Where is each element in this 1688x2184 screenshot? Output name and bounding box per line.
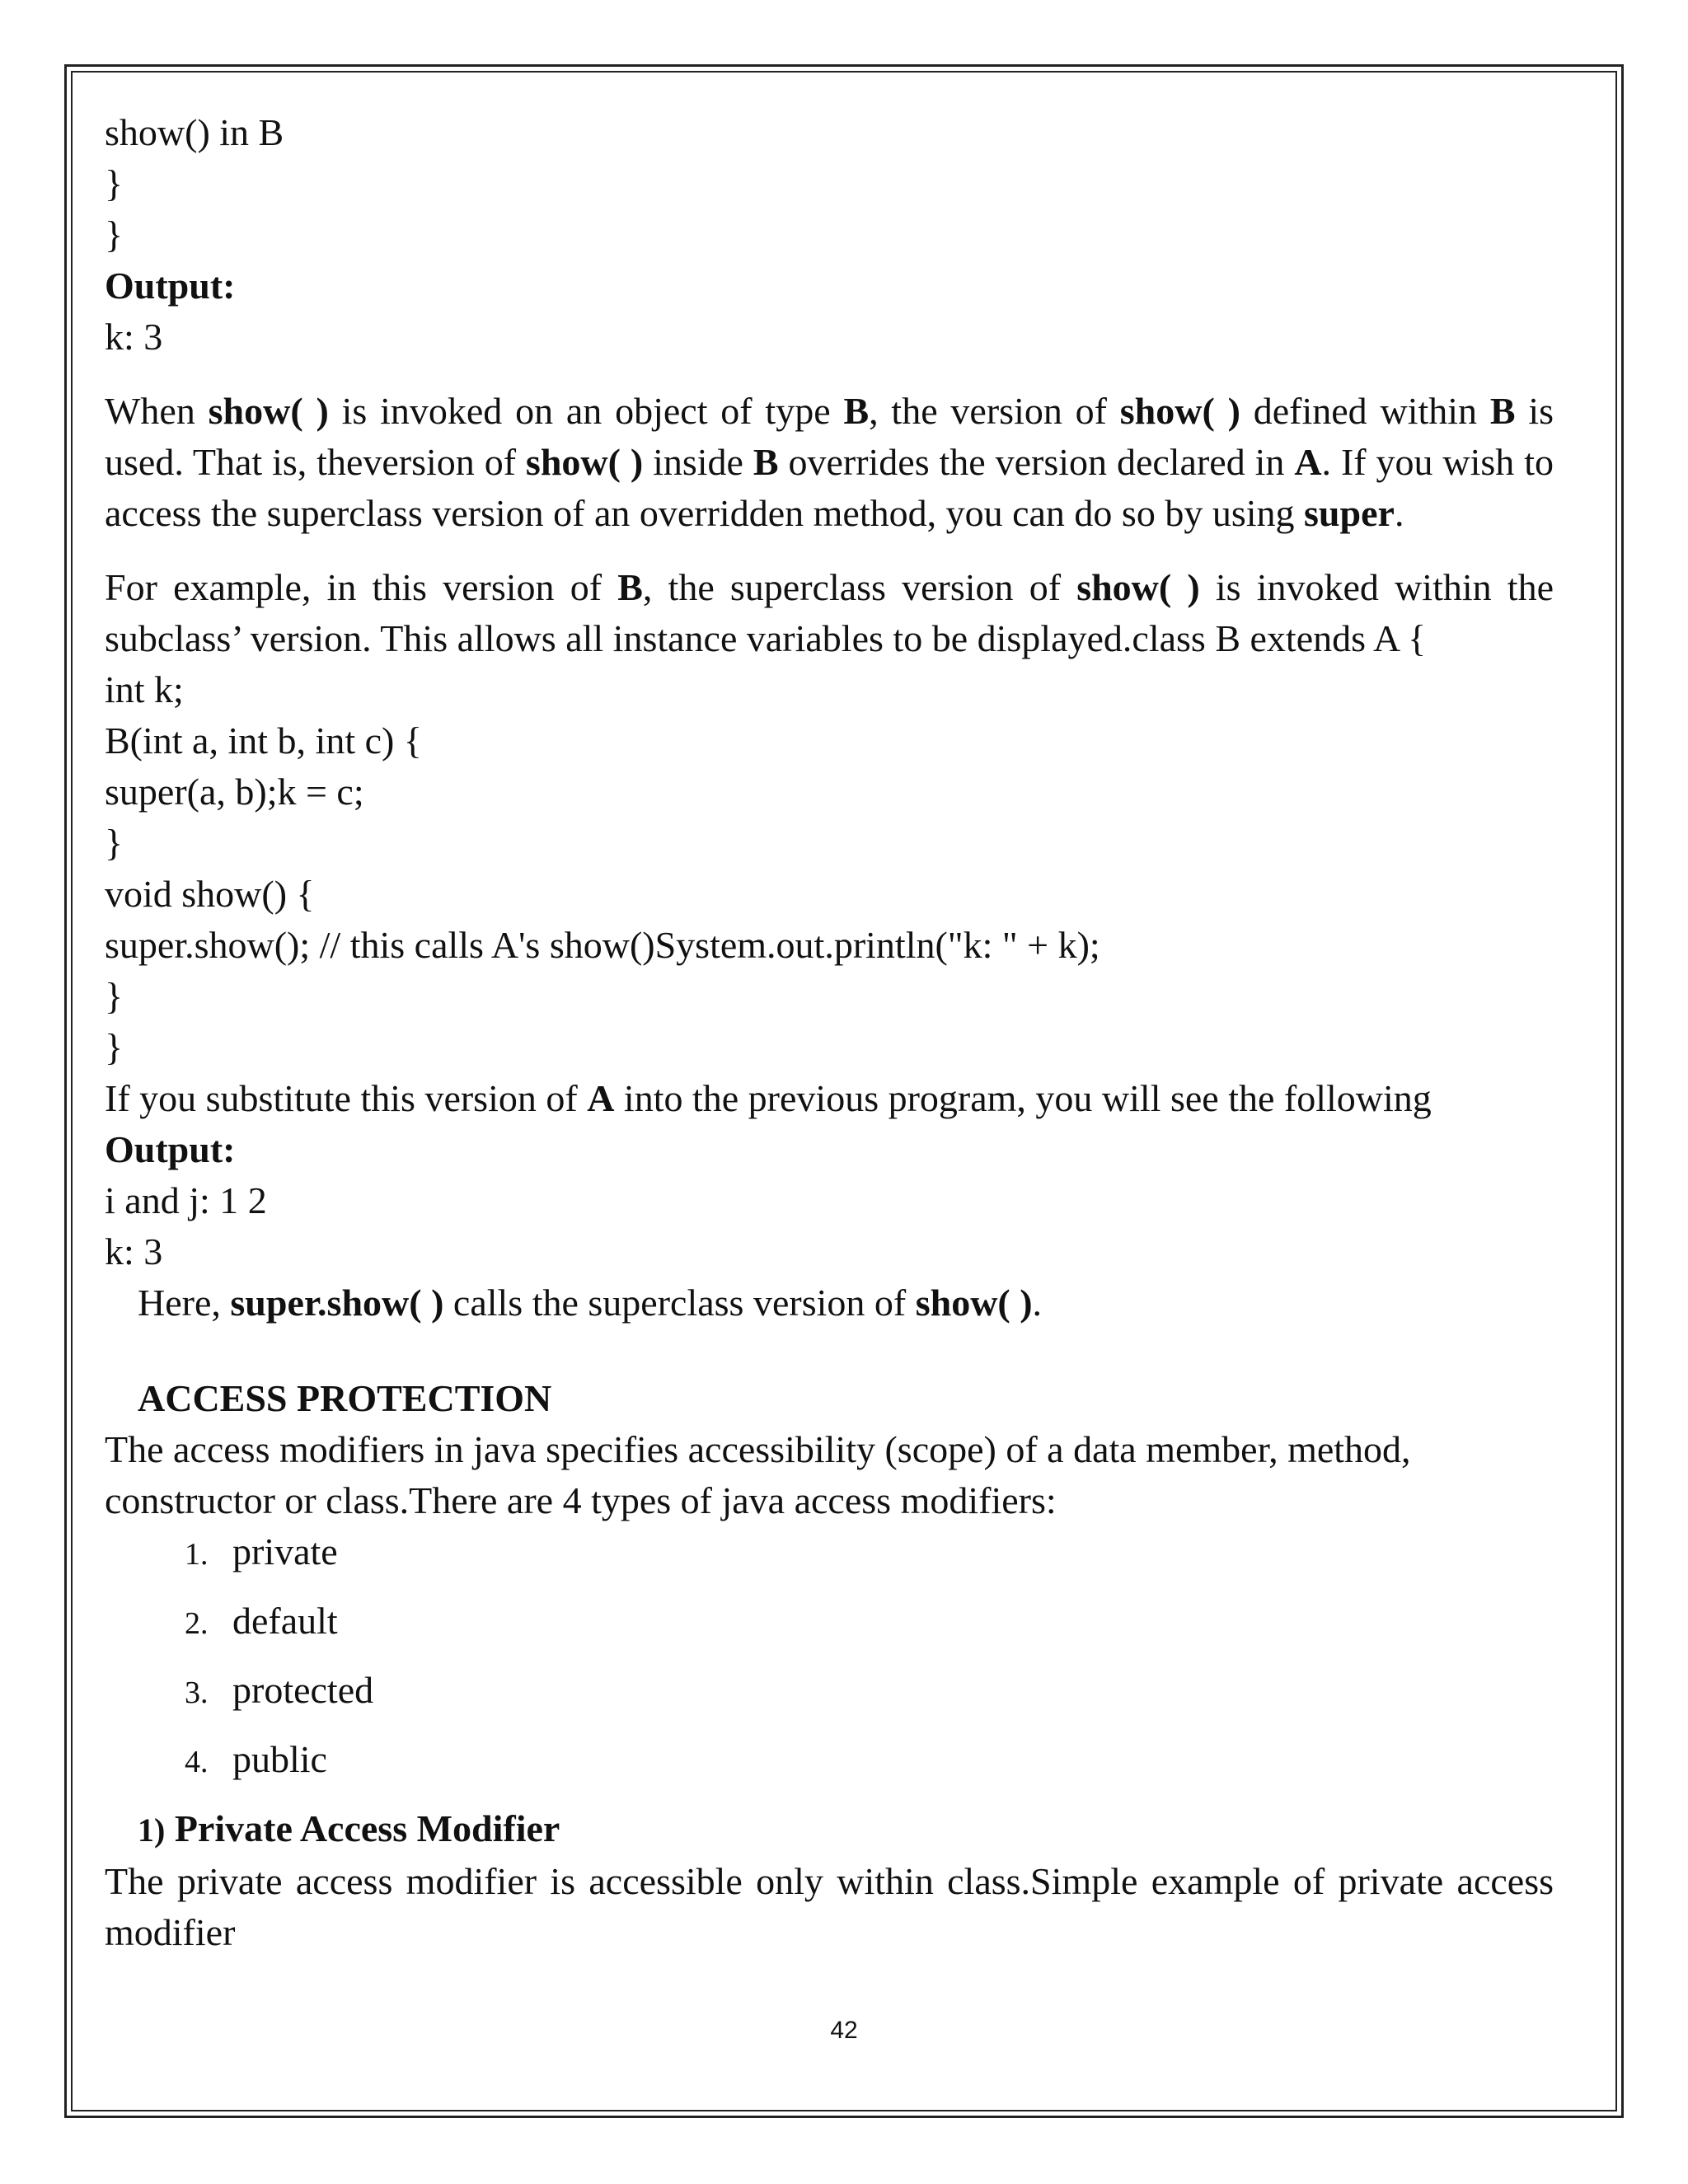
modifier-list	[105, 1526, 1554, 1803]
code-line: }	[105, 975, 124, 1017]
example-paragraph: For example, in this version of B, the superclass version of show( ) is invoked within the subclass’ version. This allows all instance variables to be displayed.class B extends A {	[105, 566, 1554, 659]
code-line: }	[105, 213, 124, 255]
code-line: super.show(); // this calls A's show()System.out.println("k: " + k);	[105, 924, 1100, 966]
code-line: super(a, b);k = c;	[105, 771, 364, 813]
code-line: show() in B	[105, 111, 284, 153]
list-item: 3. protected	[185, 1669, 374, 1711]
private-paragraph: The private access modifier is accessible only within class.Simple example of private access modifier	[105, 1860, 1554, 1953]
access-intro-paragraph: The access modifiers in java specifies accessibility (scope) of a data member, method, constructor or class.There are 4 types of java access modifiers:	[105, 1428, 1411, 1521]
code-line: }	[105, 162, 124, 204]
section-heading: ACCESS PROTECTION	[138, 1377, 552, 1419]
code-line: int k;	[105, 668, 184, 710]
subsection-heading: 1) Private Access Modifier	[138, 1807, 560, 1849]
code-line: }	[105, 822, 124, 864]
output-label: Output:	[105, 265, 236, 307]
output-line: i and j: 1 2	[105, 1179, 267, 1221]
list-item: 4. public	[185, 1738, 327, 1780]
here-sentence: Here, super.show( ) calls the superclass version of show( ).	[138, 1282, 1043, 1324]
output-label: Output:	[105, 1128, 236, 1170]
list-item: 1. private	[185, 1530, 338, 1572]
page-number: 42	[830, 2017, 858, 2044]
page-content	[105, 107, 1554, 1958]
code-line: B(int a, int b, int c) {	[105, 719, 422, 762]
override-paragraph: When show( ) is invoked on an object of type B, the version of show( ) defined within B is used. That is, theversion of show( ) inside B overrides the version declared in A. If you wish to access the superclass version of an overridden method, you can do so by using super.	[105, 390, 1554, 534]
code-line: void show() {	[105, 873, 315, 915]
list-item: 2. default	[185, 1600, 338, 1642]
code-line: }	[105, 1026, 124, 1068]
output-line: k: 3	[105, 1230, 163, 1272]
output-line: k: 3	[105, 316, 163, 358]
substitute-sentence: If you substitute this version of A into the previous program, you will see the following	[105, 1077, 1432, 1119]
